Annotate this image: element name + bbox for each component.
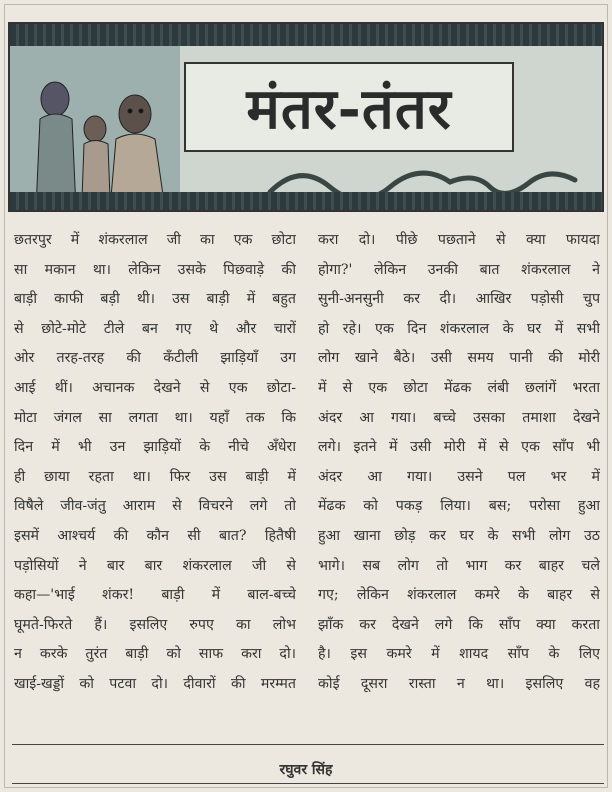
text-line: सा मकान था। लेकिन उसके पिछवाड़े की xyxy=(14,261,296,278)
text-line: लगे। इतने में उसी मोरी में से एक साँप भी xyxy=(318,439,600,456)
text-line: से छोटे-मोटे टीले बन गए थे और चारों xyxy=(14,320,296,337)
right-column xyxy=(318,226,600,700)
text-line: में से एक छोटा मेंढक लंबी छलांगें भरता xyxy=(318,379,600,396)
title-box xyxy=(184,62,514,152)
text-line: करा दो। पीछे पछताने से क्या फायदा xyxy=(318,232,600,248)
text-line: कहा—'भाई शंकर! बाड़ी में बाल-बच्चे xyxy=(14,587,296,604)
text-line: न करके तुरंत बाड़ी को साफ करा दो। xyxy=(14,646,296,663)
text-line: इसमें आश्चर्य की कौन सी बात? हितैषी xyxy=(14,527,296,544)
page-title: मंतर-तंतर xyxy=(246,76,452,142)
text-line: मोटा जंगल सा लगता था। यहाँ तक कि xyxy=(14,409,296,426)
author-name: रघुवर सिंह xyxy=(279,762,333,778)
text-line: विषैले जीव-जंतु आराम से विचरने लगे तो xyxy=(14,498,296,515)
text-line: होगा?' लेकिन उनकी बात शंकरलाल ने xyxy=(318,261,600,278)
text-line: खाई-खड्डों को पटवा दो। दीवारों की मरम्मत xyxy=(14,675,296,692)
left-column xyxy=(14,226,296,700)
text-line: मेंढक को पकड़ लिया। बस; परोसा हुआ xyxy=(318,498,600,515)
banner-bottom-stripe xyxy=(10,192,602,210)
text-line: छतरपुर में शंकरलाल जी का एक छोटा xyxy=(14,232,296,248)
text-line: कोई दूसरा रास्ता न था। इसलिए वह xyxy=(318,675,600,692)
article-body xyxy=(12,226,604,738)
text-line: है। इस कमरे में शायद साँप के लिए xyxy=(318,646,600,663)
text-line: अंदर आ गया। उसने पल भर में xyxy=(318,468,600,485)
text-line: ओर तरह-तरह की कँटीली झाड़ियाँ उग xyxy=(14,350,296,367)
text-line: हुआ खाना छोड़ कर घर के सभी लोग उठ xyxy=(318,527,600,544)
text-line: बाड़ी काफी बड़ी थी। उस बाड़ी में बहुत xyxy=(14,291,296,308)
text-line: भागे। सब लोग तो भाग कर बाहर चले xyxy=(318,557,600,574)
divider-line-bottom xyxy=(12,783,604,784)
family-illustration xyxy=(20,59,180,209)
text-line: पड़ोसियों ने बार बार शंकरलाल जी से xyxy=(14,557,296,574)
text-line: लोग खाने बैठे। उसी समय पानी की मोरी xyxy=(318,350,600,367)
divider-line-top xyxy=(12,744,604,745)
text-line: हो रहे। एक दिन शंकरलाल के घर में सभी xyxy=(318,320,600,337)
text-line: आई थीं। अचानक देखने से एक छोटा- xyxy=(14,379,296,396)
title-banner xyxy=(8,22,604,212)
text-line: ही छाया रहता था। फिर उस बाड़ी में xyxy=(14,468,296,485)
text-line: सुनी-अनसुनी कर दी। आखिर पड़ोसी चुप xyxy=(318,291,600,308)
text-line: झाँक कर देखने लगे कि साँप क्या करता xyxy=(318,616,600,633)
text-line: दिन में भी उन झाड़ियों के नीचे अँधेरा xyxy=(14,439,296,456)
banner-top-stripe xyxy=(10,24,602,46)
text-line: गए; लेकिन शंकरलाल कमरे के बाहर से xyxy=(318,587,600,604)
text-line: घूमते-फिरते हैं। इसलिए रुपए का लोभ xyxy=(14,616,296,633)
text-line: अंदर आ गया। बच्चे उसका तमाशा देखने xyxy=(318,409,600,426)
